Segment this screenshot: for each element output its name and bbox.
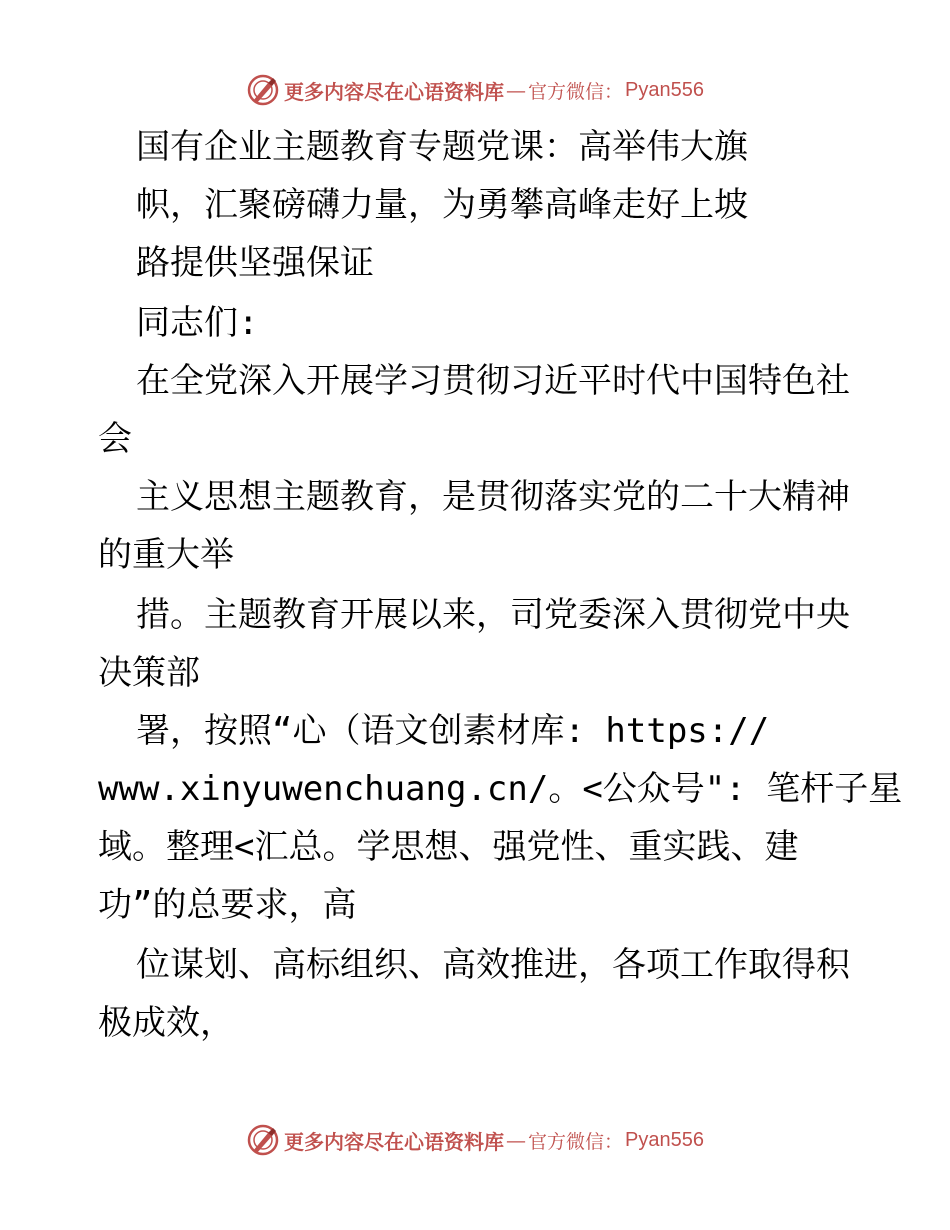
title-line-3: 路提供坚强保证 <box>136 243 374 283</box>
watermark-dash: — <box>506 1128 526 1152</box>
watermark-wechat-label: 官方微信： <box>528 1130 624 1153</box>
paragraph-line: 在全党深入开展学习贯彻习近平时代中国特色社 <box>136 361 850 401</box>
watermark-wechat-id: Pyan556 <box>625 78 704 101</box>
paragraph-line: www.xinyuwenchuang.cn/。<公众号": 笔杆子星 <box>98 769 903 809</box>
paragraph-line: 措。主题教育开展以来，司党委深入贯彻党中央 <box>136 595 850 635</box>
footer-watermark <box>0 1122 950 1158</box>
header-watermark <box>0 72 950 108</box>
paragraph-line: 署，按照“心（语文创素材库: https:// <box>136 711 770 751</box>
watermark-title: 更多内容尽在心语资料库 <box>284 79 504 104</box>
paragraph-line: 会 <box>98 419 132 459</box>
paragraph-line: 决策部 <box>98 653 200 693</box>
watermark-dash: — <box>506 78 526 102</box>
paragraph-line: 功”的总要求，高 <box>98 885 357 925</box>
watermark-wechat-id: Pyan556 <box>625 1128 704 1151</box>
watermark-wechat-label: 官方微信： <box>528 80 624 103</box>
paragraph-line: 域。整理<汇总。学思想、强党性、重实践、建 <box>98 827 799 867</box>
salutation: 同志们: <box>136 303 259 343</box>
title-line-2: 帜，汇聚磅礴力量，为勇攀高峰走好上坡 <box>136 185 748 225</box>
pen-logo-icon <box>246 73 280 107</box>
watermark-title: 更多内容尽在心语资料库 <box>284 1129 504 1154</box>
paragraph-line: 极成效， <box>98 1003 234 1043</box>
pen-logo-icon <box>246 1123 280 1157</box>
paragraph-line: 主义思想主题教育，是贯彻落实党的二十大精神 <box>136 477 850 517</box>
paragraph-line: 位谋划、高标组织、高效推进，各项工作取得积 <box>136 945 850 985</box>
title-line-1: 国有企业主题教育专题党课：高举伟大旗 <box>136 127 748 167</box>
paragraph-line: 的重大举 <box>98 535 234 575</box>
